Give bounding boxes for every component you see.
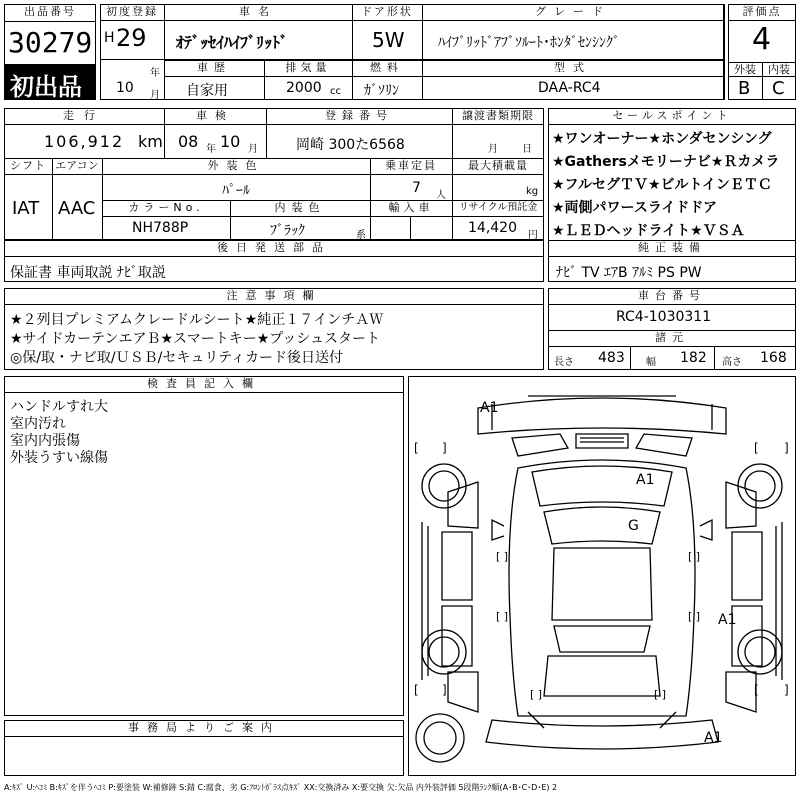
- lot-number-label: 出品番号: [24, 5, 76, 18]
- color-no: NH788P: [132, 220, 189, 236]
- score-label: 評価点: [742, 5, 782, 18]
- height-label: 高さ: [722, 357, 742, 368]
- door-type: 5W: [372, 28, 405, 52]
- later-parts-label: 後日発送部品: [217, 241, 331, 254]
- sales-point-line: ★両側パワースライドドア: [552, 200, 718, 216]
- max-load-unit: kg: [526, 186, 539, 197]
- recycle-unit: 円: [528, 230, 538, 241]
- grade: ﾊｲﾌﾞﾘｯﾄﾞｱﾌﾞｿﾙｰﾄ･ﾎﾝﾀﾞｾﾝｼﾝｸﾞ: [438, 35, 620, 51]
- capacity-unit: 人: [436, 190, 446, 201]
- era: H: [104, 30, 115, 46]
- mark-rear-bumper: A1: [704, 730, 723, 746]
- lot-number: 30279: [8, 26, 93, 59]
- inspector-line: 外装うすい線傷: [10, 450, 108, 466]
- sales-point-line: ★ワンオーナー★ホンダセンシング: [552, 131, 772, 147]
- inspector-line: 室内汚れ: [10, 416, 66, 432]
- history: 自家用: [186, 83, 228, 99]
- sales-point-line: ★ＬＥＤヘッドライト★ＶＳＡ: [552, 223, 745, 239]
- int-color-unit: 系: [356, 230, 366, 241]
- first-reg-year: 29: [116, 24, 147, 52]
- sales-point-line: ★Gathersメモリーナビ★Ｒカメラ: [552, 154, 780, 170]
- color-no-label: カラーNo.: [128, 201, 204, 214]
- svg-text:[ ]: [ ]: [654, 688, 667, 701]
- svg-text:[: [: [414, 683, 419, 697]
- notes-line: ◎保/取・ナビ取/ＵＳＢ/セキュリティカード後日送付: [10, 350, 343, 366]
- inspection-year: 08: [178, 132, 199, 151]
- notes-line: ★サイドカーテンエアＢ★スマートキー★プッシュスタート: [10, 331, 381, 347]
- inspector-label: 検査員記入欄: [147, 377, 261, 390]
- inspection-label: 車検: [196, 109, 234, 122]
- svg-text:[ ]: [ ]: [688, 610, 701, 623]
- inspector-line: ハンドルすれ大: [10, 399, 108, 415]
- aircon-label: エアコン: [55, 159, 99, 172]
- car-diagram: [408, 376, 796, 776]
- legend: A:ｷｽﾞ U:ﾍｺﾐ B:ｷｽﾞを伴うﾍｺﾐ P:要塗装 W:補修跡 S:錆 C:腐食、劣 G:ﾌﾛﾝﾄｶﾞﾗｽ点ｷｽﾞ XX:交換済み X:要交換 欠:欠品 内外装評価 5段階ﾗﾝｸ順(A･B･C･D･E) 2: [4, 783, 558, 792]
- score-value: 4: [752, 22, 772, 57]
- transfer-day-unit: 日: [522, 144, 532, 155]
- mileage-label: 走行: [63, 109, 105, 122]
- grade-label: グレード: [535, 5, 611, 18]
- length: 483: [598, 350, 625, 366]
- notes-line: ★２列目プレミアムクレードルシート★純正１７インチＡＷ: [10, 312, 384, 328]
- int-color: ﾌﾞﾗｯｸ: [270, 223, 305, 239]
- recycle-fee: 14,420: [468, 220, 517, 236]
- int-score-label: 内装: [768, 63, 790, 76]
- reg-number: 岡崎 300た6568: [296, 137, 405, 153]
- int-color-label: 内装色: [274, 201, 326, 214]
- car-name: ｵﾃﾞｯｾｲﾊｲﾌﾞﾘｯﾄﾞ: [176, 33, 289, 52]
- inspection-year-unit: 年: [206, 144, 216, 155]
- displacement-label: 排気量: [285, 61, 331, 74]
- displacement: 2000: [286, 80, 322, 96]
- ext-color-label: 外装色: [207, 159, 265, 172]
- first-reg-month: 10: [116, 80, 134, 96]
- model-label: 型式: [554, 61, 592, 74]
- reg-no-label: 登録番号: [325, 109, 393, 122]
- mark-windshield: G: [628, 518, 639, 534]
- height: 168: [760, 350, 787, 366]
- later-parts: 保証書 車両取説 ﾅﾋﾞ取説: [10, 265, 166, 281]
- svg-text:[ ]: [ ]: [496, 550, 509, 563]
- capacity-label: 乗車定員: [385, 159, 437, 172]
- inspection-month: 10: [220, 132, 241, 151]
- mileage: 106,912: [44, 132, 125, 151]
- chassis-label: 車台番号: [638, 289, 706, 302]
- length-label: 長さ: [554, 357, 574, 368]
- transfer-label: 譲渡書類期限: [462, 109, 534, 122]
- svg-text:[ ]: [ ]: [688, 550, 701, 563]
- int-score: C: [772, 78, 785, 99]
- transfer-month-unit: 月: [488, 144, 498, 155]
- import-label: 輸入車: [388, 201, 434, 214]
- svg-text:[: [: [754, 683, 759, 697]
- sales-points-label: セールスポイント: [612, 109, 732, 122]
- width: 182: [680, 350, 707, 366]
- dims-label: 諸元: [655, 331, 689, 344]
- svg-text:]: ]: [784, 683, 789, 697]
- svg-text:]: ]: [442, 441, 447, 455]
- svg-text:[ ]: [ ]: [496, 610, 509, 623]
- month-unit: 月: [150, 90, 160, 101]
- first-reg-label: 初度登録: [106, 5, 158, 18]
- svg-text:[: [: [754, 441, 759, 455]
- office-label: 事務局よりご案内: [128, 721, 280, 734]
- recycle-label: リサイクル預託金: [458, 202, 538, 213]
- door-label: ドア形状: [361, 5, 413, 18]
- shift-label: シフト: [10, 159, 46, 172]
- year-unit: 年: [150, 68, 160, 79]
- ext-score: B: [738, 78, 751, 99]
- ext-score-label: 外装: [734, 63, 756, 76]
- capacity: 7: [412, 180, 421, 196]
- sales-point-line: ★フルセグＴＶ★ビルトインＥＴＣ: [552, 177, 772, 193]
- shift: IAT: [12, 198, 40, 219]
- mileage-unit: km: [138, 132, 163, 151]
- svg-text:[: [: [414, 441, 419, 455]
- mark-hood: A1: [636, 472, 655, 488]
- car-name-label: 車名: [239, 5, 277, 18]
- chassis-number: RC4-1030311: [616, 309, 712, 325]
- svg-text:]: ]: [442, 683, 447, 697]
- ext-color: ﾊﾟｰﾙ: [222, 183, 250, 199]
- aircon: AAC: [58, 198, 96, 219]
- width-label: 幅: [646, 357, 656, 368]
- first-listing-text: 初出品: [10, 73, 82, 101]
- fuel-label: 燃料: [370, 61, 404, 74]
- inspection-month-unit: 月: [248, 144, 258, 155]
- mark-front-bumper: A1: [480, 400, 499, 416]
- displacement-unit: cc: [330, 86, 341, 97]
- model: DAA-RC4: [538, 80, 601, 96]
- history-label: 車歴: [197, 61, 231, 74]
- fuel: ｶﾞｿﾘﾝ: [364, 83, 399, 99]
- svg-text:[ ]: [ ]: [530, 688, 543, 701]
- svg-text:]: ]: [784, 441, 789, 455]
- equipment-label: 純正装備: [638, 241, 706, 254]
- max-load-label: 最大積載量: [468, 159, 528, 172]
- inspector-line: 室内内張傷: [10, 433, 80, 449]
- equipment: ﾅﾋﾞ TV ｴｱB ｱﾙﾐ PS PW: [556, 265, 702, 281]
- mark-right-rear-door: A1: [718, 612, 737, 628]
- notes-label: 注意事項欄: [226, 289, 322, 302]
